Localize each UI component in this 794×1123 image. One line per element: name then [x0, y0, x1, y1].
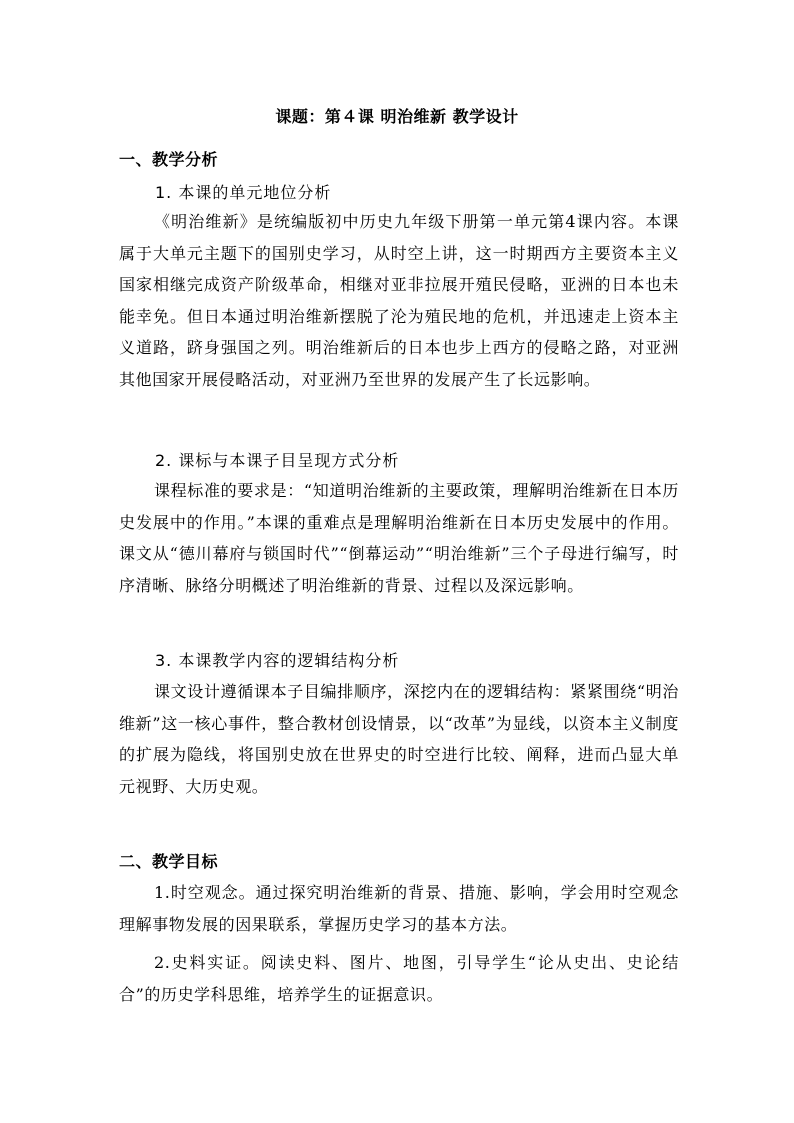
paragraph-unit-position: 《明治维新》是统编版初中历史九年级下册第一单元第4课内容。本课属于大单元主题下的国别史学习，从时空上讲，这一时期西方主要资本主义国家相继完成资产阶级革命，相继对亚非拉展开殖民侵略，亚洲的日本也未能幸免。但日本通过明治维新摆脱了沦为殖民地的危机，并迅速走上资本主义道路，跻身强国之列。明治维新后的日本也步上西方的侵略之路，对亚洲其他国家开展侵略活动，对亚洲乃至世界的发展产生了长远影响。: [119, 212, 679, 389]
subheading-curriculum-standard: 2. 课标与本课子目呈现方式分析: [155, 451, 400, 470]
section-heading-analysis: 一、教学分析: [119, 150, 219, 169]
subheading-unit-position: 1. 本课的单元地位分析: [155, 183, 332, 202]
subheading-logic-structure: 3. 本课教学内容的逻辑结构分析: [155, 651, 400, 670]
paragraph-logic-structure: 课文设计遵循课本子目编排顺序，深挖内在的逻辑结构：紧紧围绕“明治维新”这一核心事件，整合教材创设情景，以“改革”为显线，以资本主义制度的扩展为隐线，将国别史放在世界史的时空进行比较、阐释，进而凸显大单元视野、大历史观。: [119, 682, 679, 796]
document-title: 课题：第４课 明治维新 教学设计: [275, 107, 519, 126]
paragraph-goal-time-space: 1.时空观念。通过探究明治维新的背景、措施、影响，学会用时空观念理解事物发展的因果联系，掌握历史学习的基本方法。: [119, 883, 679, 934]
section-heading-goals: 二、教学目标: [119, 852, 219, 871]
paragraph-goal-evidence: 2.史料实证。阅读史料、图片、地图，引导学生“论从史出、史论结合”的历史学科思维，培养学生的证据意识。: [119, 953, 679, 1004]
paragraph-curriculum-standard: 课程标准的要求是：“知道明治维新的主要政策，理解明治维新在日本历史发展中的作用。”本课的重难点是理解明治维新在日本历史发展中的作用。课文从“德川幕府与锁国时代”“倒幕运动”“明治维新”三个子母进行编写，时序清晰、脉络分明概述了明治维新的背景、过程以及深远影响。: [119, 481, 679, 595]
